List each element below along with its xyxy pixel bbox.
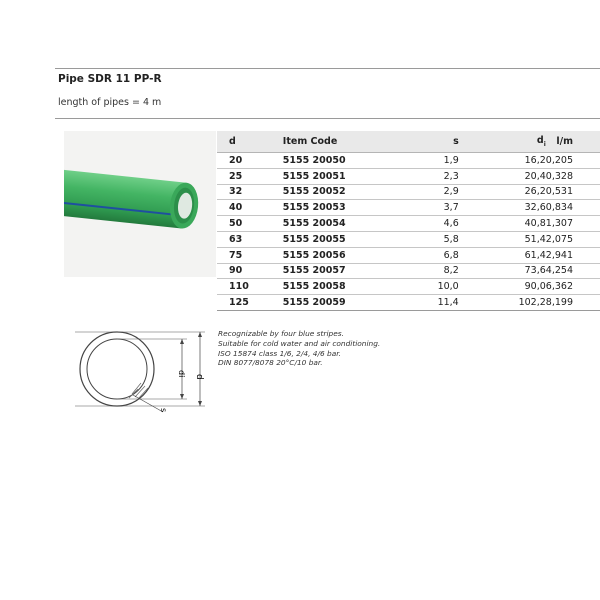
note-line: ISO 15874 class 1/6, 2/4, 4/6 bar. (218, 348, 341, 358)
cell-di: 32,6 (459, 200, 546, 216)
table-row (217, 200, 600, 216)
cell-d: 63 (217, 231, 273, 247)
cell-di: 20,4 (459, 168, 546, 184)
cell-d: 110 (217, 279, 273, 295)
cell-di: 16,2 (459, 153, 546, 169)
table-row (217, 247, 600, 263)
cell-item-code: 5155 20055 (273, 231, 401, 247)
cell-item-code: 5155 20053 (273, 200, 401, 216)
cell-item-code: 5155 20054 (273, 216, 401, 232)
pipe-photo (64, 131, 216, 277)
cell-lm: 0,328 (546, 168, 600, 184)
cell-s: 4,6 (401, 216, 459, 232)
table-row (217, 216, 600, 232)
cell-item-code: 5155 20050 (273, 153, 401, 169)
cell-d: 90 (217, 263, 273, 279)
pipe-length-note: length of pipes = 4 m (58, 97, 162, 108)
top-rule (55, 68, 600, 69)
product-notes (218, 329, 380, 368)
cell-item-code: 5155 20056 (273, 247, 401, 263)
cell-item-code: 5155 20052 (273, 184, 401, 200)
cell-item-code: 5155 20058 (273, 279, 401, 295)
cell-s: 6,8 (401, 247, 459, 263)
cell-d: 125 (217, 295, 273, 311)
table-row (217, 231, 600, 247)
note-line: Suitable for cold water and air conditioning. (218, 338, 381, 348)
cell-d: 75 (217, 247, 273, 263)
cell-s: 11,4 (401, 295, 459, 311)
table-row (217, 168, 600, 184)
header-di (459, 131, 546, 153)
cell-lm: 1,307 (546, 216, 600, 232)
header-d: d (217, 131, 273, 153)
table-row (217, 153, 600, 169)
cell-s: 10,0 (401, 279, 459, 295)
cell-di: 73,6 (459, 263, 546, 279)
cell-lm: 0,531 (546, 184, 600, 200)
section-rule (55, 118, 600, 119)
header-lm: l/m (546, 131, 600, 153)
pipe-cross-section-diagram (75, 322, 215, 422)
table-row (217, 279, 600, 295)
table-row (217, 184, 600, 200)
cell-lm: 2,075 (546, 231, 600, 247)
header-di-main: d (536, 135, 544, 146)
diagram-label-d: d (194, 374, 204, 380)
cell-lm: 8,199 (546, 295, 600, 311)
cell-d: 50 (217, 216, 273, 232)
cell-s: 5,8 (401, 231, 459, 247)
page-title: Pipe SDR 11 PP-R (58, 73, 162, 85)
cell-lm: 4,254 (546, 263, 600, 279)
cell-di: 61,4 (459, 247, 546, 263)
cell-s: 3,7 (401, 200, 459, 216)
diagram-label-s: s (159, 408, 168, 413)
cell-d: 32 (217, 184, 273, 200)
cell-di: 90,0 (459, 279, 546, 295)
cell-di: 51,4 (459, 231, 546, 247)
cell-lm: 0,205 (546, 153, 600, 169)
cell-di: 26,2 (459, 184, 546, 200)
diagram-label-di: di (177, 370, 186, 378)
table-header-row (217, 131, 600, 153)
cell-di: 40,8 (459, 216, 546, 232)
cell-lm: 0,834 (546, 200, 600, 216)
note-line: Recognizable by four blue stripes. (218, 329, 344, 338)
header-s: s (401, 131, 459, 153)
cell-lm: 6,362 (546, 279, 600, 295)
header-di-sub: i (543, 141, 546, 148)
cell-item-code: 5155 20059 (273, 295, 401, 311)
table-row (217, 295, 600, 311)
cell-s: 8,2 (401, 263, 459, 279)
cell-d: 25 (217, 168, 273, 184)
header-item-code: Item Code (273, 131, 401, 153)
specification-table (217, 131, 600, 311)
cell-s: 2,9 (401, 184, 459, 200)
note-line: DIN 8077/8078 20°C/10 bar. (218, 358, 323, 368)
cell-item-code: 5155 20051 (273, 168, 401, 184)
cell-item-code: 5155 20057 (273, 263, 401, 279)
cell-s: 2,3 (401, 168, 459, 184)
cell-d: 20 (217, 153, 273, 169)
cell-s: 1,9 (401, 153, 459, 169)
cell-lm: 2,941 (546, 247, 600, 263)
cell-di: 102,2 (459, 295, 546, 311)
cell-d: 40 (217, 200, 273, 216)
table-row (217, 263, 600, 279)
